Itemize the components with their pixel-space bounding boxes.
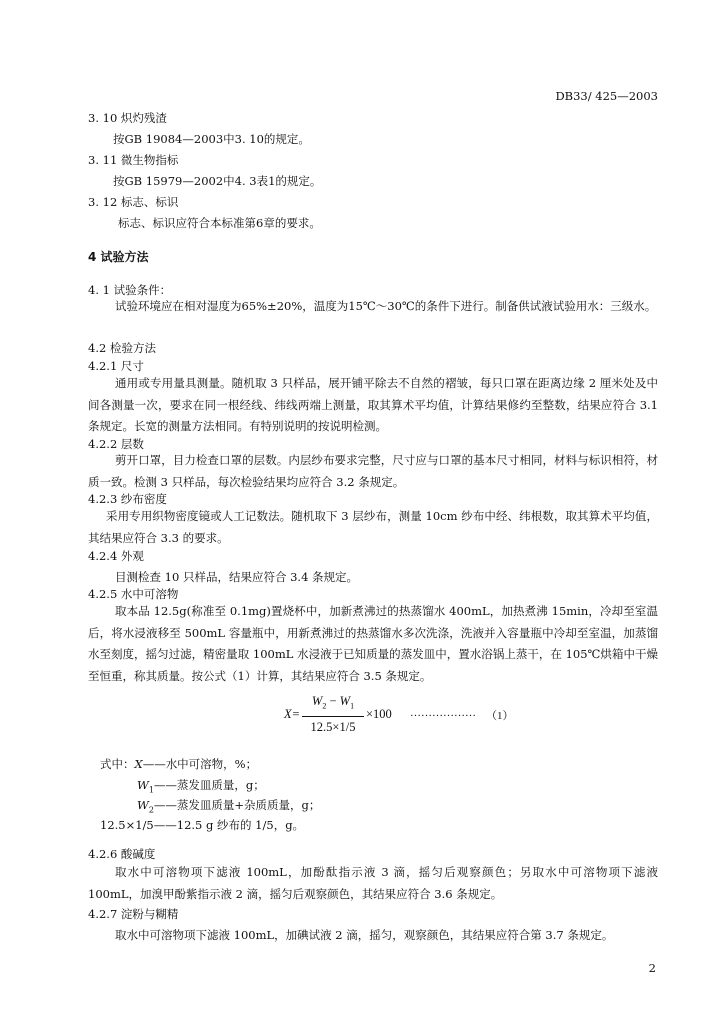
page-number: 2 [648, 961, 656, 975]
formula-fraction [302, 694, 364, 740]
formula-dots: ……………… [410, 707, 476, 719]
section-4-1-text: 试验环境应在相对湿度为65%±20%，温度为15℃～30℃的条件下进行。制备供试液试验用水：三级水。 [115, 299, 657, 313]
section-4-1-title: 4. 1 试验条件： [88, 283, 172, 297]
formula-fraction-bar [302, 716, 364, 717]
section-4-2-3-text: 采用专用织物密度镜或人工记数法。随机取下 3 层纱布，测量 10cm 纱布中经、纬根数，取其算术平均值，其结果应符合 3.3 的要求。 [88, 509, 658, 545]
legend-w1: $W_1——$蒸发皿质量，g； [137, 778, 265, 795]
section-4-2-7-text: 取水中可溶物项下滤液 100mL，加碘试液 2 滴，摇匀，观察颜色，其结果应符合第 3.7 条规定。 [115, 928, 614, 942]
section-4-2-4-title: 4.2.4 外观 [88, 549, 144, 563]
section-4-2-1-title: 4.2.1 尺寸 [88, 359, 144, 373]
legend-x: 式中：X——水中可溶物，%； [100, 757, 258, 771]
section-4-2-6-text: 取水中可溶物项下滤液 100mL，加酚酞指示液 3 滴，摇匀后观察颜色；另取水中可溶物项下滤液 100mL，加溴甲酚紫指示液 2 滴，摇匀后观察颜色，其结果应符合 3.6 条规定。 [88, 865, 658, 901]
formula-times: ×100 [366, 707, 392, 721]
section-4-2-3-title: 4.2.3 纱布密度 [88, 492, 167, 506]
section-4-2-5-title: 4.2.5 水中可溶物 [88, 587, 179, 601]
section-4-heading: 4 试验方法 [88, 250, 149, 264]
section-4-2-1-text: 通用或专用量具测量。随机取 3 只样品，展开铺平除去不自然的褶皱，每只口罩在距离边缘 2 厘米处及中间各测量一次，要求在同一根经线、纬线两端上测量，取其算术平均值，计算结果修约至整数，结果应符合 3.1 条规定。长宽的测量方法相同。有特别说明的按说明检测。 [88, 376, 658, 433]
legend-ratio: 12.5×1/5——12.5 g 纱布的 1/5，g。 [100, 818, 305, 832]
section-4-2-7-title: 4.2.7 淀粉与糊精 [88, 907, 179, 921]
section-4-2-2-text: 剪开口罩，目力检查口罩的层数。内层纱布要求完整，尺寸应与口罩的基本尺寸相同，材料与标识相符，材质一致。检测 3 只样品，每次检验结果均应符合 3.2 条规定。 [88, 453, 658, 489]
section-4-2-title: 4.2 检验方法 [88, 341, 156, 355]
section-3-11-title: 3. 11 微生物指标 [88, 153, 179, 167]
section-3-11-text: 按GB 15979—2002中4. 3表1的规定。 [113, 174, 322, 188]
doc-number: DB33/ 425—2003 [555, 89, 658, 103]
formula-equation-number: （1） [486, 710, 514, 722]
section-4-2-6-title: 4.2.6 酸碱度 [88, 847, 156, 861]
section-3-12-text: 标志、标识应符合本标准第6章的要求。 [118, 216, 321, 230]
section-3-10-text: 按GB 19084—2003中3. 10的规定。 [113, 132, 310, 146]
section-4-2-4-text: 目测检查 10 只样品，结果应符合 3.4 条规定。 [115, 570, 359, 584]
formula-denominator: 12.5×1/5 [310, 720, 356, 734]
legend-w2: $W_2——$蒸发皿质量+杂质质量，g； [137, 798, 321, 815]
section-3-10-title: 3. 10 炽灼残渣 [88, 111, 167, 125]
formula-numerator: $W_2 - W_1$ [311, 694, 355, 711]
section-3-12-title: 3. 12 标志、标识 [88, 195, 179, 209]
section-4-2-5-text: 取本品 12.5g(称准至 0.1mg)置烧杯中，加新煮沸过的热蒸馏水 400mL，加热煮沸 15min，冷却至室温后，将水浸液移至 500mL 容量瓶中，用新煮沸过的热蒸馏水多次洗涤，洗液并入容量瓶中冷却至室温，加蒸馏水至刻度，摇匀过滤，精密量取 100mL 水浸液于已知质量的蒸发皿中，置水浴锅上蒸干，在 105℃烘箱中干燥至恒重，称其质量。按公式（1）计算，其结果应符合 3.5 条规定。 [88, 604, 658, 683]
formula-lhs: X= [284, 707, 301, 721]
section-4-2-2-title: 4.2.2 层数 [88, 437, 144, 451]
